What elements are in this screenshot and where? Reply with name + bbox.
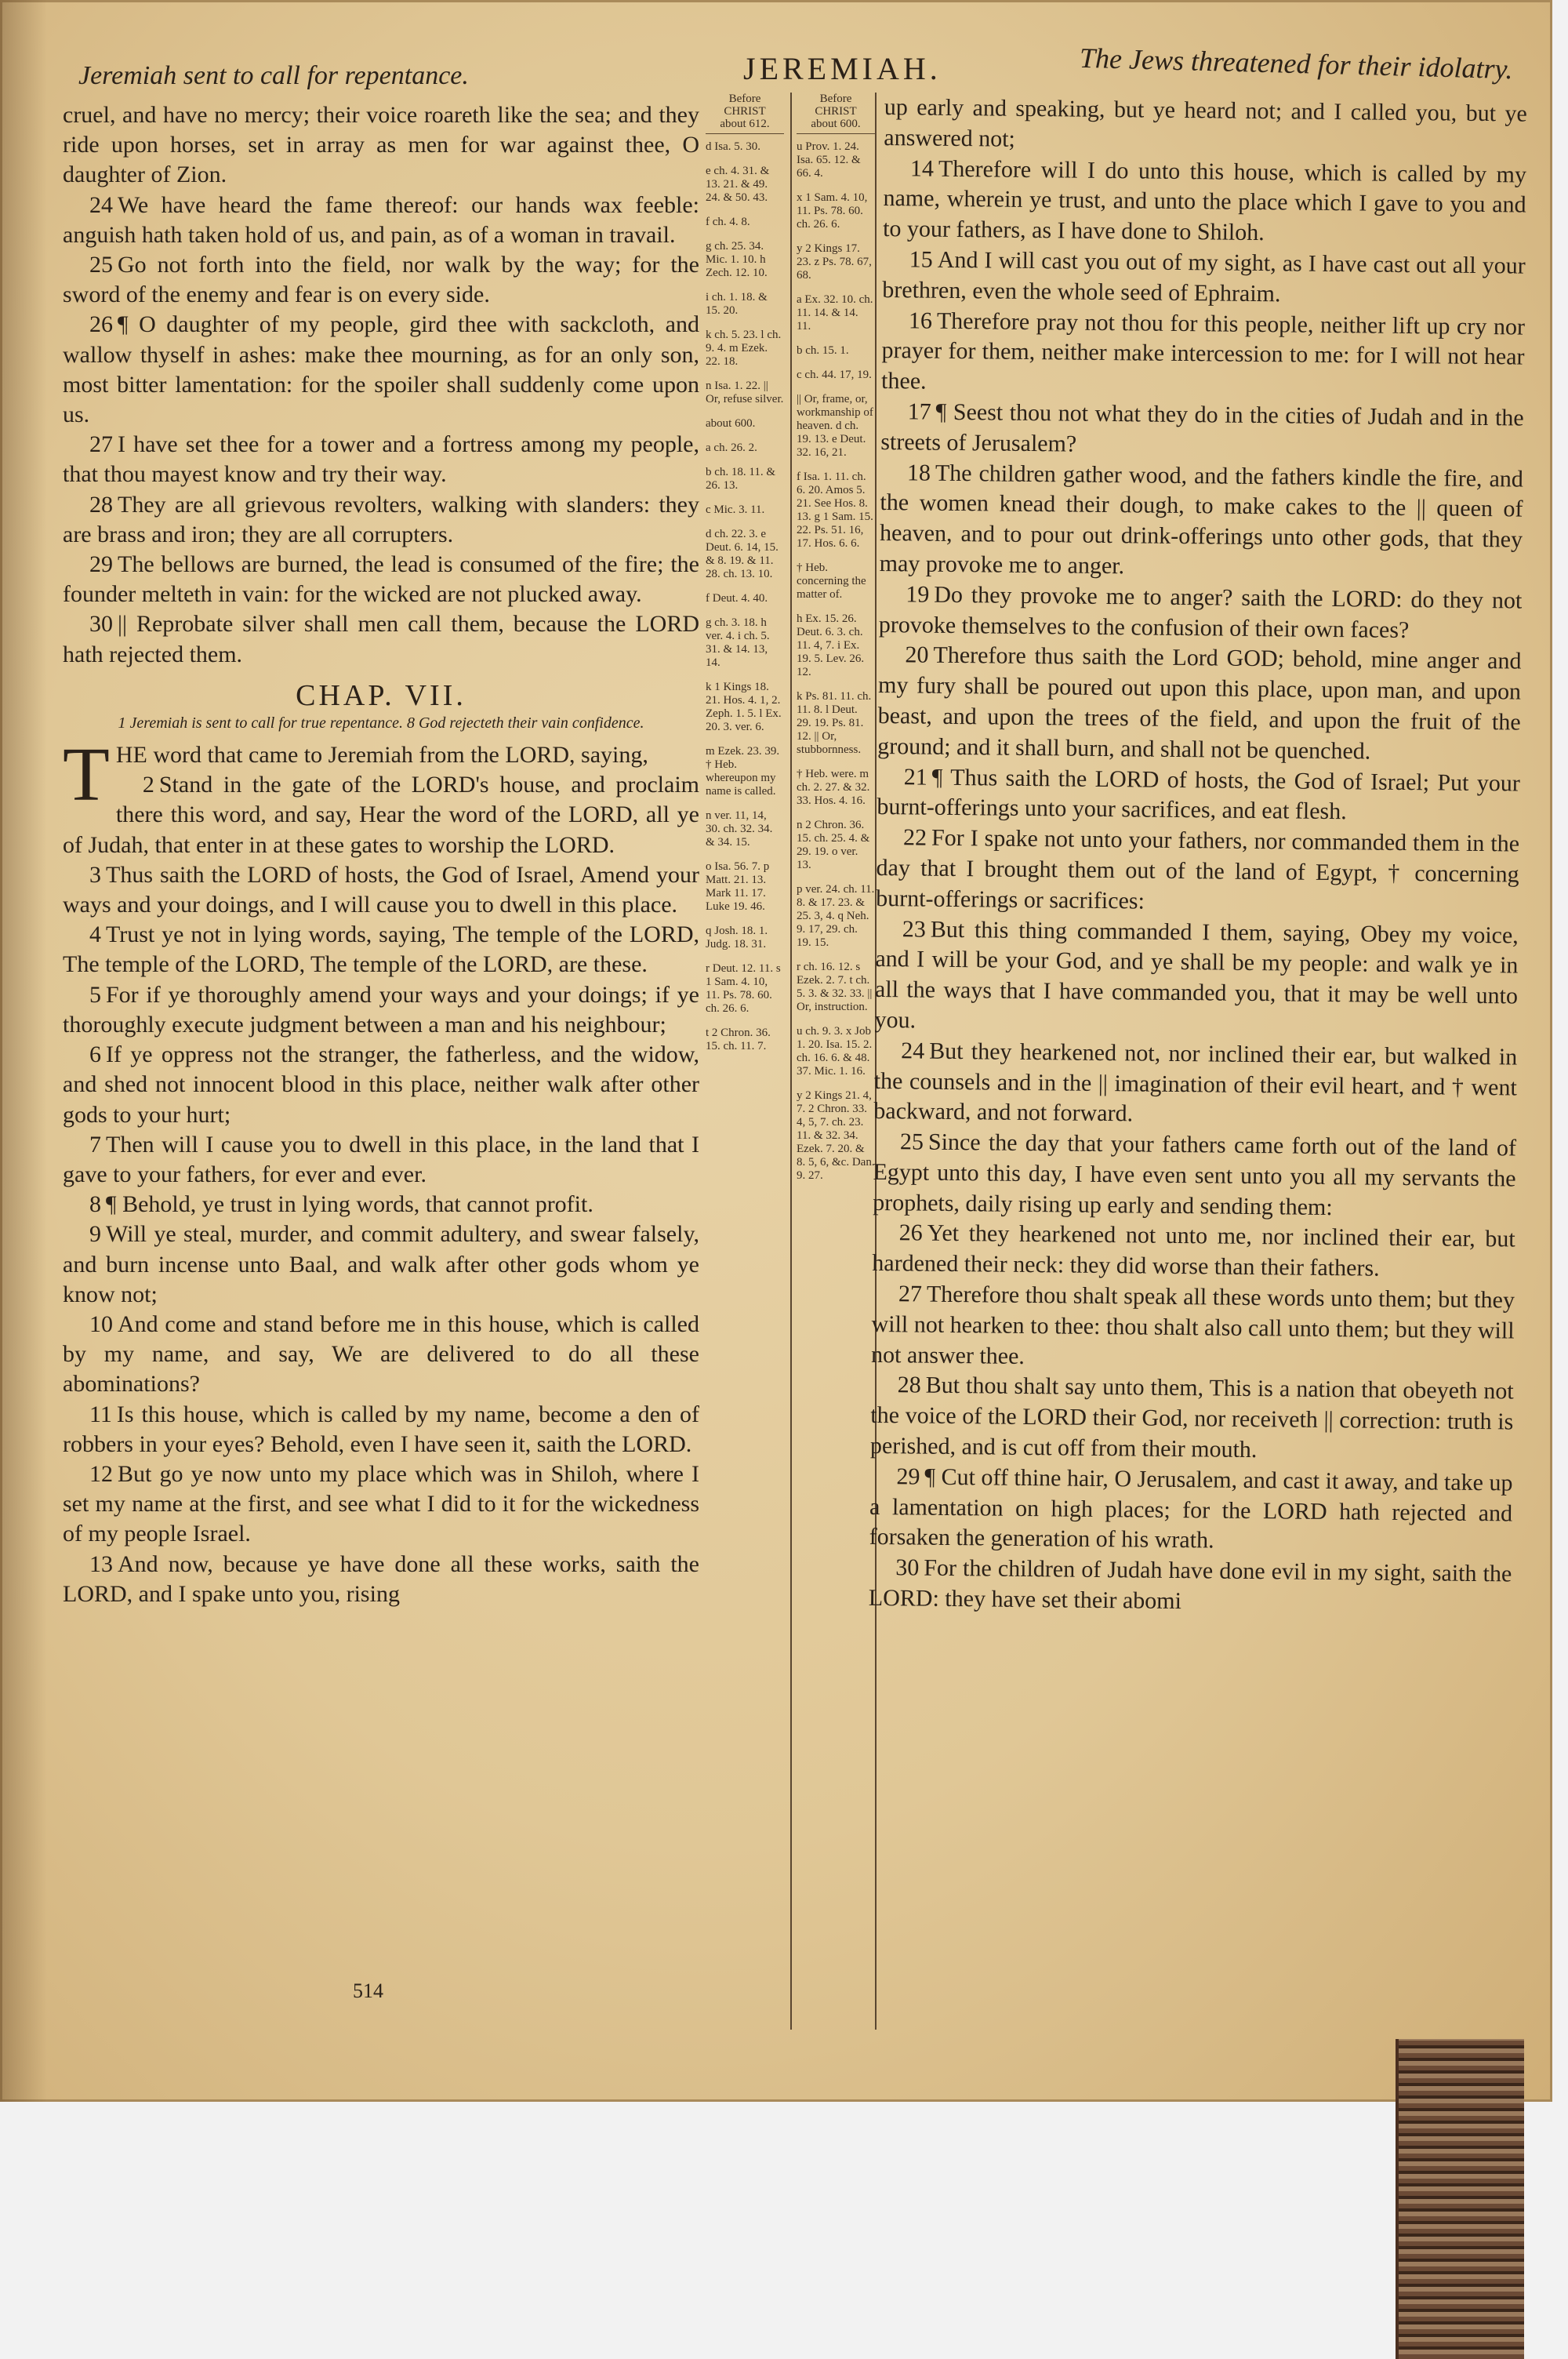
cross-reference: e ch. 4. 31. & 13. 21. & 49. 24. & 50. 43. (706, 165, 770, 204)
cross-reference: || Or, frame, or, workmanship of heaven. d ch. 19. 13. e Deut. 32. 16, 21. (797, 393, 873, 459)
era-line: about 600. (811, 118, 861, 130)
verse (63, 1310, 699, 1400)
verse-text: I have set thee for a tower and a fortress among my people, that thou mayest know and try their way. (63, 431, 699, 488)
verse-text: But go ye now unto my place which was in Shiloh, where I set my name at the first, and see what I did to it for the wickedness of my people Israel. (63, 1460, 699, 1547)
column-rule (790, 93, 792, 2030)
verse (871, 1279, 1515, 1377)
verse-text: For if ye thoroughly amend your ways and your doings; if ye thoroughly execute judgment between a man and his neighbour; (63, 981, 699, 1038)
reference-list (706, 140, 784, 1053)
verse (63, 1190, 699, 1219)
cross-reference: d ch. 22. 3. e Deut. 6. 14, 15. & 8. 19. & 11. 28. ch. 13. 10. (706, 528, 779, 580)
verse (872, 1218, 1515, 1285)
cross-reference: c Mic. 3. 11. (706, 503, 765, 516)
verse-text: Therefore pray not thou for this people, neither lift up cry nor prayer for them, neither make intercession to me: for I will not hear thee. (880, 307, 1526, 394)
verse-text: Do they provoke me to anger? saith the LORD: do they not provoke themselves to the confusion of their own faces? (878, 581, 1523, 643)
running-head-left: Jeremiah sent to call for repentance. (78, 61, 469, 90)
verse-number: 24 (89, 191, 113, 218)
chapter-title: CHAP. VII. (296, 678, 466, 712)
verse-text: HE word that came to Jeremiah from the LORD, saying, (115, 742, 648, 769)
cross-reference: t 2 Chron. 36. 15. ch. 11. 7. (706, 1027, 771, 1052)
cross-reference: f ch. 4. 8. (706, 216, 750, 228)
cross-reference: † Heb. were. m ch. 2. 27. & 32. 33. Hos. 4. 16. (797, 768, 870, 807)
cross-reference-gutter-left (706, 93, 784, 2030)
bookmark-ribbon (1396, 2039, 1524, 2359)
verse (63, 191, 699, 250)
verse-list (63, 770, 699, 1609)
verse-text: And come and stand before me in this house, which is called by my name, and say, We are delivered to do all these abominations? (63, 1310, 699, 1398)
verse-number: 3 (89, 861, 101, 888)
verse-text: Trust ye not in lying words, saying, The temple of the LORD, The temple of the LORD, The temple of the LORD, are these. (63, 921, 699, 978)
verse-number: 29 (89, 551, 113, 578)
verse (63, 609, 699, 669)
verse-number: 26 (898, 1219, 923, 1247)
cross-reference: † Heb. concerning the matter of. (797, 562, 866, 601)
verse-number: 25 (89, 252, 113, 278)
verse (63, 1400, 699, 1459)
verse-number: 11 (89, 1401, 112, 1427)
cross-reference: a ch. 26. 2. (706, 442, 757, 454)
verse-list (869, 154, 1526, 1621)
verse-text: The children gather wood, and the fathers kindle the fire, and the women knead their dough, to make cakes to the || queen of heaven, and to pour out drink-offerings unto other gods, that they may provoke me to anger. (879, 460, 1524, 580)
right-text-column (869, 93, 1527, 1620)
cross-reference: n Isa. 1. 22. || Or, refuse silver. (706, 380, 784, 405)
verse (882, 245, 1526, 312)
left-text-column (63, 100, 699, 1609)
verse-number: 2 (142, 772, 154, 798)
verse-number: 19 (906, 581, 930, 608)
verse-number: 28 (89, 491, 113, 518)
verse (870, 1370, 1514, 1468)
drop-cap: T (63, 732, 110, 818)
cross-reference: r ch. 16. 12. s Ezek. 2. 7. t ch. 5. 3. & 32. 33. || Or, instruction. (797, 961, 873, 1013)
verse-text: || Reprobate silver shall men call them, because the LORD hath rejected them. (63, 611, 699, 667)
spine-shadow (0, 0, 47, 2102)
verse (63, 1219, 699, 1310)
cross-reference: y 2 Kings 21. 4, 7. 2 Chron. 33. 4, 5, 7. ch. 23. 11. & 32. 34. Ezek. 7. 20. & 8. 5, 6, &c. Dan. 9. 27. (797, 1089, 875, 1182)
verse (869, 1462, 1512, 1560)
verse-text: But they hearkened not, nor inclined their ear, but walked in the counsels and in the || imagination of their evil heart, and † went backward, and not forward. (873, 1038, 1518, 1127)
verse-number: 5 (89, 981, 101, 1008)
verse-number: 10 (89, 1310, 113, 1337)
verse-number: 9 (89, 1221, 101, 1248)
verse (63, 490, 699, 550)
verse (873, 1127, 1516, 1225)
verse-text: But thou shalt say unto them, This is a nation that obeyeth not the voice of the LORD their God, nor receiveth || correction: truth is perished, and is cut off from their mouth. (869, 1372, 1514, 1463)
verse (63, 250, 699, 310)
era-heading (706, 93, 784, 134)
era-line: CHRIST (724, 105, 766, 118)
verse-number: 20 (905, 642, 929, 668)
cross-reference-gutter-right (797, 93, 875, 2030)
continuation-text: cruel, and have no mercy; their voice roareth like the sea; and they ride upon horses, set in array as men for war against thee, O daughter of Zion. (63, 102, 699, 188)
verse-number: 30 (895, 1554, 920, 1581)
cross-reference: x 1 Sam. 4. 10, 11. Ps. 78. 60. ch. 26. 6. (797, 191, 868, 231)
verse-number: 30 (89, 611, 113, 638)
verse (63, 1550, 699, 1609)
running-head-title: JEREMIAH. (743, 51, 942, 86)
verse (63, 1040, 699, 1130)
verse-number: 25 (899, 1129, 924, 1155)
verse-text: And I will cast you out of my sight, as I have cast out all your brethren, even the whole seed of Ephraim. (882, 246, 1526, 307)
verse-text: Therefore thou shalt speak all these words unto them; but they will not hearken to thee: thou shalt also call unto them; but they will not answer thee. (870, 1281, 1515, 1369)
cross-reference: g ch. 3. 18. h ver. 4. i ch. 5. 31. & 14. 13, 14. (706, 616, 770, 669)
verse (879, 580, 1523, 647)
verse-text: ¶ O daughter of my people, gird thee with sackcloth, and wallow thyself in ashes: make thee mourning, as for an only son, most bitter lamentation: for the spoiler shall suddenly come upon us. (63, 311, 699, 428)
era-line: Before (728, 93, 761, 105)
cross-reference: f Isa. 1. 11. ch. 6. 20. Amos 5. 21. See Hos. 8. 13. g 1 Sam. 15. 22. Ps. 51. 16, 17. Hos. 6. 6. (797, 471, 873, 550)
cross-reference: about 600. (706, 417, 756, 430)
verse-text: Go not forth into the field, nor walk by the way; for the sword of the enemy and fear is on every side. (63, 252, 699, 308)
verse (876, 823, 1519, 921)
cross-reference: a Ex. 32. 10. ch. 11. 14. & 14. 11. (797, 293, 873, 333)
verse-text: ¶ Cut off thine hair, O Jerusalem, and cast it away, and take up a lamentation on high places; for the LORD hath rejected and forsaken the generation of his wrath. (869, 1463, 1513, 1554)
verse (63, 860, 699, 920)
cross-reference: g ch. 25. 34. Mic. 1. 10. h Zech. 12. 10. (706, 240, 768, 279)
verse (874, 914, 1519, 1042)
verse (63, 550, 699, 609)
verse-number: 22 (902, 824, 927, 851)
reference-list (797, 140, 875, 1183)
verse-number: 27 (898, 1281, 923, 1307)
verse (63, 920, 699, 980)
verse-number: 12 (89, 1460, 113, 1487)
verse-number: 21 (903, 763, 928, 791)
verse-text: ¶ Behold, ye trust in lying words, that cannot profit. (106, 1191, 593, 1218)
verse-text: Then will I cause you to dwell in this place, in the land that I gave to your fathers, for ever and ever. (63, 1131, 699, 1187)
era-line: Before (819, 93, 852, 105)
verse (877, 761, 1520, 829)
verse (873, 1036, 1517, 1134)
verse-number: 28 (897, 1372, 921, 1399)
verse-number: 4 (89, 921, 101, 948)
verse-list (63, 191, 699, 670)
verse (880, 397, 1524, 464)
verse-number: 7 (89, 1131, 101, 1158)
verse-number: 6 (89, 1041, 101, 1068)
cross-reference: n 2 Chron. 36. 15. ch. 25. 4. & 29. 19. o ver. 13. (797, 819, 870, 871)
running-head (55, 42, 1529, 94)
verse (883, 154, 1526, 252)
verse-text: Will ye steal, murder, and commit adultery, and swear falsely, and burn incense unto Baal, and walk after other gods whom ye know not; (63, 1221, 699, 1307)
verse-text: Therefore thus saith the Lord GOD; behold, mine anger and my fury shall be poured out upon this place, upon man, and upon beast, and upon the trees of the field, and upon the fruit of the ground; and it shall burn, and shall not be quenched. (877, 642, 1522, 765)
verse-text: If ye oppress not the stranger, the fatherless, and the widow, and shed not innocent blood in this place, neither walk after other gods to your hurt; (63, 1041, 699, 1128)
chapter-summary: 1 Jeremiah is sent to call for true repentance. 8 God rejecteth their vain confidence. (118, 714, 644, 732)
era-line: CHRIST (815, 105, 857, 118)
verse-text: We have heard the fame thereof: our hands wax feeble: anguish hath taken hold of us, and pain, as of a woman in travail. (63, 191, 699, 248)
verse-number: 18 (906, 459, 931, 486)
cross-reference: r Deut. 12. 11. s 1 Sam. 4. 10, 11. Ps. 78. 60. ch. 26. 6. (706, 962, 781, 1015)
verse-text: Is this house, which is called by my name, become a den of robbers in your eyes? Behold, even I have seen it, saith the LORD. (63, 1401, 699, 1457)
verse-text: Yet they hearkened not unto me, nor inclined their ear, but hardened their neck: they did worse than their fathers. (872, 1220, 1515, 1281)
cross-reference: y 2 Kings 17. 23. z Ps. 78. 67, 68. (797, 242, 872, 282)
cross-reference: f Deut. 4. 40. (706, 592, 768, 605)
verse-text: For I spake not unto your fathers, nor commanded them in the day that I brought them out of the land of Egypt, † concerning burnt-offerings or sacrifices: (876, 824, 1520, 914)
verse (63, 430, 699, 489)
cross-reference: u ch. 9. 3. x Job 1. 20. Isa. 15. 2. ch. 16. 6. & 48. 37. Mic. 1. 16. (797, 1025, 873, 1078)
verse-number: 26 (89, 311, 113, 338)
cross-reference: k Ps. 81. 11. ch. 11. 8. l Deut. 29. 19. Ps. 81. 12. || Or, stubbornness. (797, 690, 872, 756)
verse-text: ¶ Seest thou not what they do in the cities of Judah and in the streets of Jerusalem? (880, 398, 1524, 457)
cross-reference: u Prov. 1. 24. Isa. 65. 12. & 66. 4. (797, 140, 861, 180)
cross-reference: d Isa. 5. 30. (706, 140, 760, 153)
cross-reference: h Ex. 15. 26. Deut. 6. 3. ch. 11. 4, 7. i Ex. 19. 5. Lev. 26. 12. (797, 612, 865, 678)
cross-reference: k 1 Kings 18. 21. Hos. 4. 1, 2. Zeph. 1. 5. l Ex. 20. 3. ver. 6. (706, 681, 782, 733)
cross-reference: k ch. 5. 23. l ch. 9. 4. m Ezek. 22. 18. (706, 329, 782, 368)
era-line: about 612. (720, 118, 770, 130)
cross-reference: p ver. 24. ch. 11. 8. & 17. 23. & 25. 3, 4. q Neh. 9. 17, 29. ch. 19. 15. (797, 883, 875, 949)
verse-number: 13 (89, 1550, 113, 1577)
verse-number: 8 (89, 1191, 101, 1218)
verse-text: And now, because ye have done all these works, saith the LORD, and I spake unto you, rising (63, 1550, 699, 1607)
verse-text: For the children of Judah have done evil in my sight, saith the LORD: they have set their abomi (868, 1554, 1512, 1615)
cross-reference: b ch. 18. 11. & 26. 13. (706, 466, 776, 492)
cross-reference: i ch. 1. 18. & 15. 20. (706, 291, 768, 317)
continuation-text: up early and speaking, but ye heard not; and I called you, but ye answered not; (884, 93, 1527, 152)
verse-text: They are all grievous revolters, walking with slanders: they are brass and iron; they are all corrupters. (63, 491, 699, 547)
cross-reference: q Josh. 18. 1. Judg. 18. 31. (706, 925, 768, 951)
verse-number: 15 (909, 246, 933, 273)
verse-number: 27 (89, 431, 113, 458)
cross-reference: o Isa. 56. 7. p Matt. 21. 13. Mark 11. 17. Luke 19. 46. (706, 860, 770, 913)
verse (63, 1459, 699, 1550)
verse (877, 640, 1522, 769)
verse-text: The bellows are burned, the lead is consumed of the fire; the founder melteth in vain: for the wicked are not plucked away. (63, 551, 699, 608)
verse-text: Thus saith the LORD of hosts, the God of Israel, Amend your ways and your doings, and I will cause you to dwell in this place. (63, 861, 699, 918)
cross-reference: m Ezek. 23. 39. † Heb. whereupon my name is called. (706, 745, 780, 798)
verse-text: Therefore will I do unto this house, which is called by my name, wherein ye trust, and unto the place which I gave to you and to your fathers, as I have done to Shiloh. (883, 155, 1527, 246)
verse (881, 306, 1525, 404)
cross-reference: n ver. 11, 14, 30. ch. 32. 34. & 34. 15. (706, 809, 773, 849)
verse (63, 980, 699, 1040)
page-number: 514 (353, 1979, 383, 2002)
verse (63, 310, 699, 430)
verse (63, 1130, 699, 1190)
verse-text: But this thing commanded I them, saying, Obey my voice, and I will be your God, and ye shall be my people: and walk ye in all the ways that I have commanded you, that it may be well unto you. (874, 916, 1519, 1034)
verse-number: 29 (896, 1463, 920, 1490)
verse-text: ¶ Thus saith the LORD of hosts, the God of Israel; Put your burnt-offerings unto your sacrifices, and eat flesh. (877, 764, 1520, 825)
verse-text: Since the day that your fathers came forth out of the land of Egypt unto this day, I have even sent unto you all my servants the prophets, daily rising up early and sending them: (873, 1129, 1517, 1220)
verse-number: 23 (902, 915, 927, 943)
running-head-right: The Jews threatened for their idolatry. (1079, 42, 1514, 85)
era-heading (797, 93, 875, 134)
verse (879, 458, 1523, 587)
verse (63, 770, 699, 860)
cross-reference: c ch. 44. 17, 19. (797, 369, 872, 381)
verse-number: 14 (909, 154, 935, 182)
verse-number: 17 (907, 398, 931, 425)
verse-text: Stand in the gate of the LORD's house, and proclaim there this word, and say, Hear the word of the LORD, all ye of Judah, that enter in at these gates to worship the LORD. (63, 772, 699, 858)
verse-number: 24 (901, 1037, 925, 1064)
verse (869, 1553, 1512, 1620)
cross-reference: b ch. 15. 1. (797, 344, 849, 357)
verse-number: 16 (908, 307, 933, 334)
